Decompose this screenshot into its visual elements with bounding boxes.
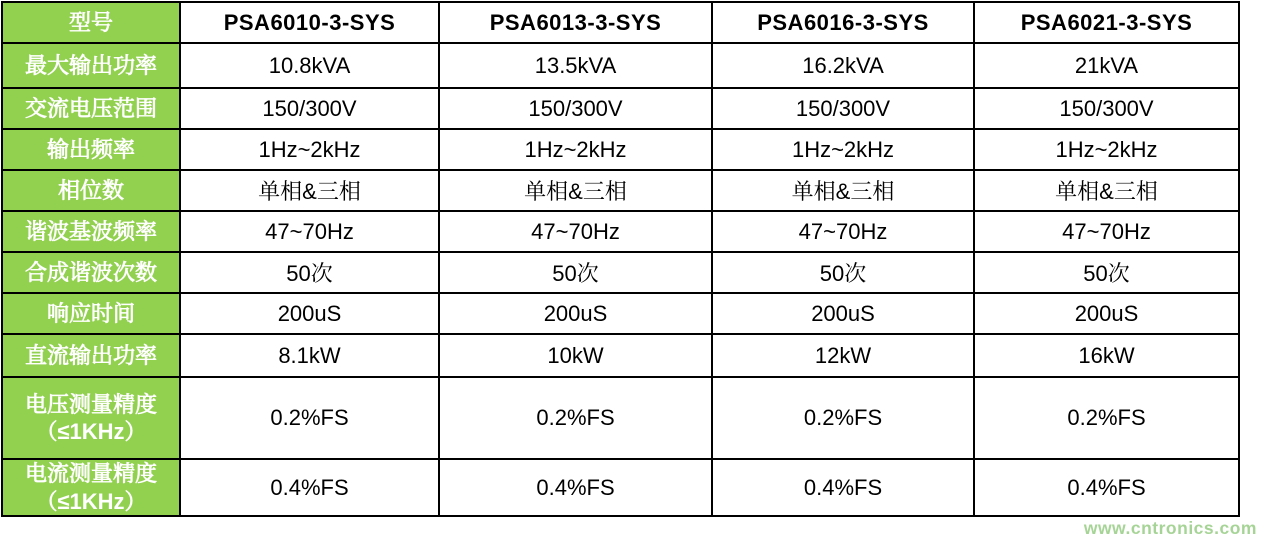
spec-value: 150/300V [974, 88, 1239, 129]
row-label [2, 459, 180, 516]
spec-value: 0.2%FS [712, 377, 974, 459]
header-label-model: 型号 [2, 2, 180, 43]
spec-value: 8.1kW [180, 334, 439, 377]
spec-value: 47~70Hz [439, 211, 712, 252]
spec-value: 0.2%FS [974, 377, 1239, 459]
model-name-psa6021: PSA6021-3-SYS [974, 2, 1239, 43]
spec-value: 47~70Hz [180, 211, 439, 252]
spec-value: 50次 [180, 252, 439, 293]
spec-value: 1Hz~2kHz [974, 129, 1239, 170]
row-label-subtext: （≤1KHz） [35, 488, 147, 514]
row-label-text: 谐波基波频率 [24, 218, 157, 244]
spec-value: 单相&三相 [180, 170, 439, 211]
spec-value: 0.4%FS [712, 459, 974, 516]
spec-value: 21kVA [974, 43, 1239, 88]
spec-table-body [2, 43, 1239, 516]
row-label [2, 211, 180, 252]
spec-value: 10.8kVA [180, 43, 439, 88]
spec-value: 0.4%FS [974, 459, 1239, 516]
row-label [2, 170, 180, 211]
row-label [2, 377, 180, 459]
row-label-subtext: （≤1KHz） [35, 419, 147, 444]
table-row [2, 252, 1239, 293]
table-row [2, 170, 1239, 211]
spec-value: 1Hz~2kHz [180, 129, 439, 170]
table-row [2, 88, 1239, 129]
table-row [2, 211, 1239, 252]
model-name-psa6013: PSA6013-3-SYS [439, 2, 712, 43]
spec-value: 单相&三相 [712, 170, 974, 211]
row-label-text: 电压测量精度 [24, 391, 157, 417]
model-name-psa6016: PSA6016-3-SYS [712, 2, 974, 43]
row-label-text: 相位数 [57, 177, 124, 203]
spec-value: 200uS [712, 293, 974, 334]
spec-value: 50次 [974, 252, 1239, 293]
row-label [2, 293, 180, 334]
spec-value: 0.4%FS [180, 459, 439, 516]
spec-value: 单相&三相 [974, 170, 1239, 211]
spec-value: 1Hz~2kHz [439, 129, 712, 170]
spec-value: 200uS [974, 293, 1239, 334]
spec-value: 200uS [439, 293, 712, 334]
spec-value: 150/300V [439, 88, 712, 129]
row-label [2, 334, 180, 377]
table-row [2, 334, 1239, 377]
row-label-text: 直流输出功率 [24, 342, 157, 368]
model-name-psa6010: PSA6010-3-SYS [180, 2, 439, 43]
site-watermark: www.cntronics.com [1083, 518, 1257, 538]
table-row [2, 377, 1239, 459]
spec-value: 13.5kVA [439, 43, 712, 88]
row-label [2, 88, 180, 129]
table-row [2, 43, 1239, 88]
row-label-text: 电流测量精度 [24, 461, 157, 486]
spec-value: 47~70Hz [974, 211, 1239, 252]
spec-value: 0.4%FS [439, 459, 712, 516]
spec-value: 1Hz~2kHz [712, 129, 974, 170]
spec-value: 150/300V [712, 88, 974, 129]
table-row [2, 129, 1239, 170]
table-row [2, 459, 1239, 516]
spec-value: 10kW [439, 334, 712, 377]
spec-value: 50次 [712, 252, 974, 293]
spec-value: 0.2%FS [439, 377, 712, 459]
spec-value: 0.2%FS [180, 377, 439, 459]
row-label-text: 合成谐波次数 [24, 259, 157, 285]
spec-value: 12kW [712, 334, 974, 377]
spec-value: 16.2kVA [712, 43, 974, 88]
spec-value: 50次 [439, 252, 712, 293]
table-row [2, 293, 1239, 334]
row-label [2, 252, 180, 293]
row-label-text: 输出频率 [46, 136, 135, 162]
spec-value: 16kW [974, 334, 1239, 377]
row-label [2, 43, 180, 88]
spec-value: 150/300V [180, 88, 439, 129]
row-label-text: 响应时间 [46, 300, 135, 326]
row-label [2, 129, 180, 170]
spec-value: 单相&三相 [439, 170, 712, 211]
product-spec-table [1, 1, 1240, 517]
header-row [2, 2, 1239, 43]
row-label-text: 交流电压范围 [24, 95, 157, 121]
spec-value: 200uS [180, 293, 439, 334]
spec-value: 47~70Hz [712, 211, 974, 252]
row-label-text: 最大输出功率 [24, 52, 157, 78]
